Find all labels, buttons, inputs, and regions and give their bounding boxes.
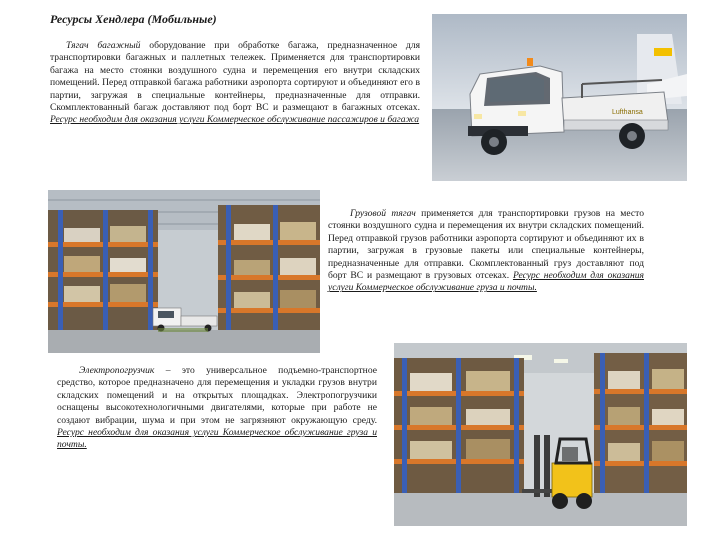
baggage-tractor-illustration: [432, 14, 687, 181]
cargo-tractor-body: применяется для транспортировки грузов на место стоянки воздушного судна и перемещения их внутри складских помещений. Перед отправкой грузов работники аэропорта сортируют и объединяют их в партии, загружая в грузовые пакеты или специальные контейнеры, предназначенные для отправки. Скомплектованный груз доставляют под борт ВС и размещают в грузовых отсеках.: [328, 208, 644, 282]
forklift-warehouse-illustration: [394, 343, 687, 526]
cargo-tractor-text: [328, 208, 644, 295]
baggage-tractor-text: [50, 40, 420, 127]
vehicle-brand-label: Lufthansa: [612, 109, 643, 116]
forklift-lead: Электропогрузчик: [79, 365, 155, 376]
baggage-tractor-body: оборудование при обработке багажа, предназначенное для транспортировки багажных и паллетных тележек. Применяется для транспортировки багажа на место стоянки воздушного судна и перемещения его внутри складских помещений. Перед отправкой багажа работники аэропорта сортируют и объединяют его в партии, загружая в специальные контейнеры, предназначенные для отправки. Скомплектованный багаж доставляют под борт ВС и размещают в багажных отсеках.: [50, 40, 420, 114]
forklift-body: – это универсальное подъемно-транспортное средство, которое предназначено для перемещения и укладки грузов внутри складских помещений и на открытых площадках. Электропогрузчики оснащены высокотехнологичными двигателями, которые при работе не создают вибрации, шума и при этом не загрязняют окружающую среду.: [57, 365, 377, 426]
cargo-warehouse-photo: [48, 190, 320, 353]
cargo-tractor-lead: Грузовой тягач: [350, 208, 416, 219]
slide-title: Ресурсы Хендлера (Мобильные): [50, 12, 217, 26]
baggage-tractor-lead: Тягач багажный: [66, 40, 141, 51]
forklift-text: [57, 365, 377, 452]
forklift-warehouse-photo: [394, 343, 687, 526]
baggage-tractor-photo: [432, 14, 687, 181]
cargo-tractor-resource: Ресурс необходим для оказания услуги Коммерческое обслуживание груза и почты.: [328, 270, 644, 294]
forklift-resource: Ресурс необходим для оказания услуги Коммерческое обслуживание груза и почты.: [57, 427, 377, 451]
aircraft-livery-stripe: [654, 48, 672, 56]
cargo-warehouse-illustration: [48, 190, 320, 353]
baggage-tractor-resource: Ресурс необходим для оказания услуги Коммерческое обслуживание пассажиров и багажа: [50, 114, 420, 126]
